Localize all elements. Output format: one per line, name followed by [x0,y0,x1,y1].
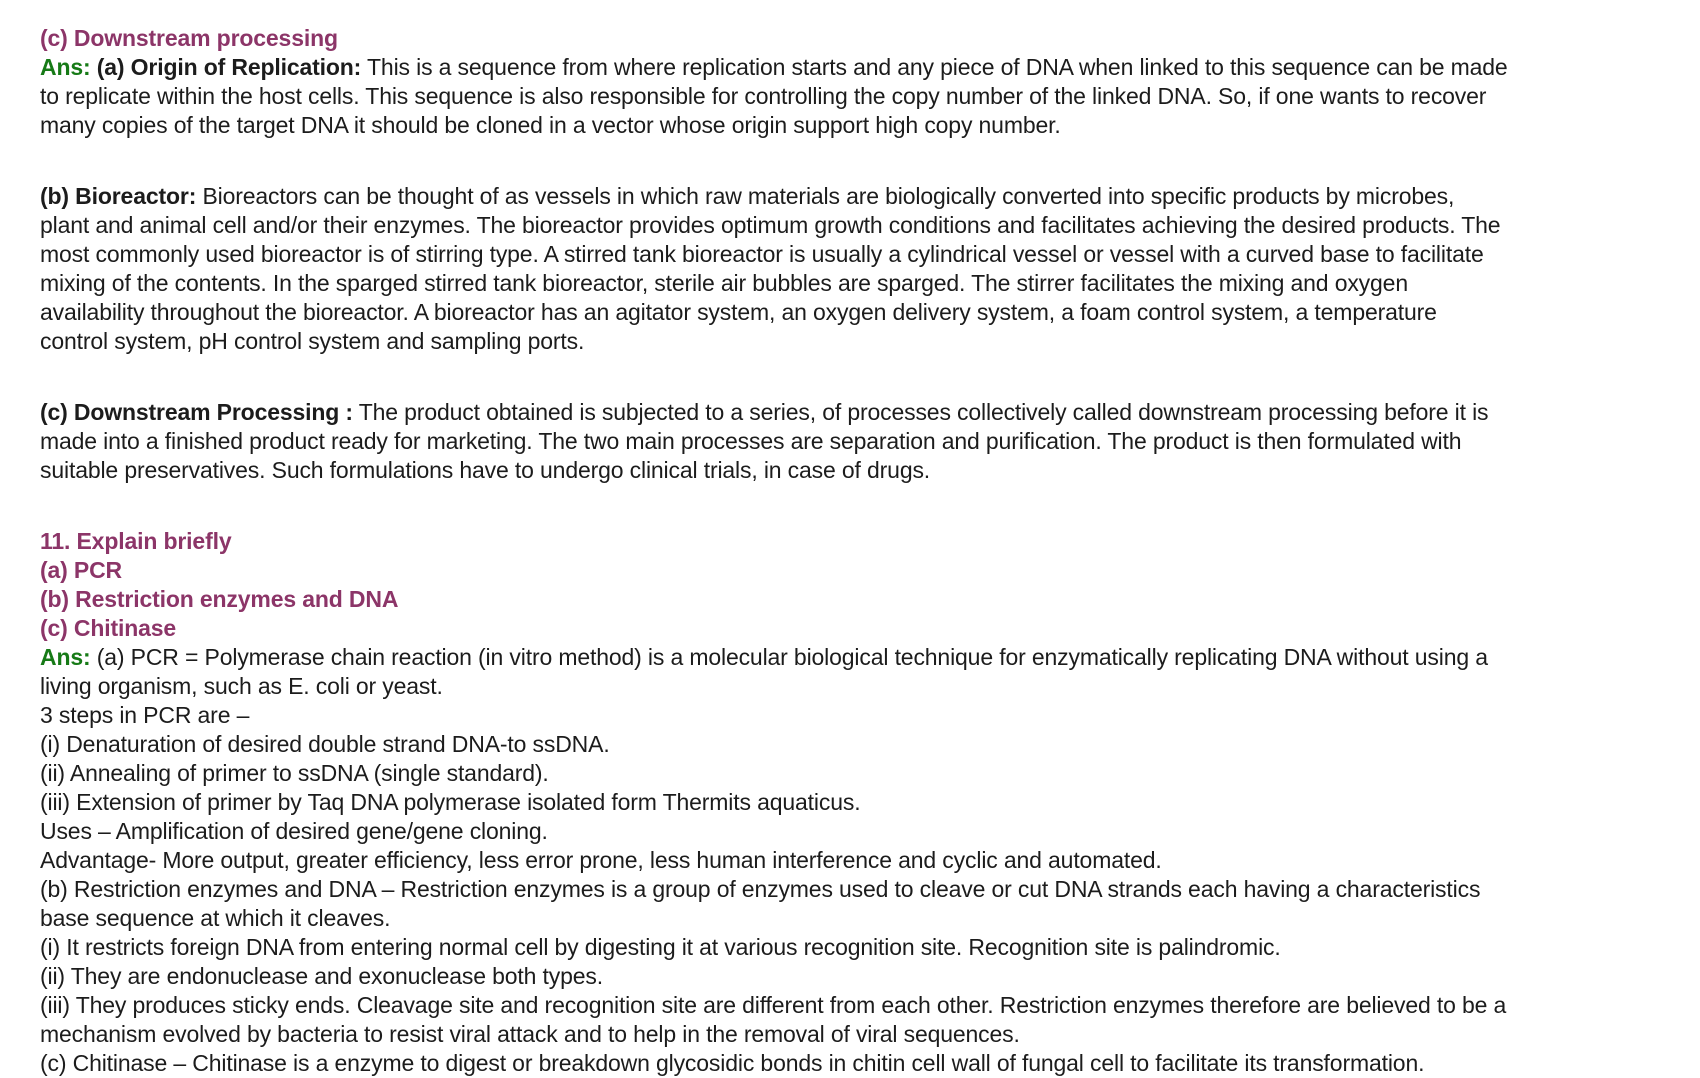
paragraph-line: 3 steps in PCR are – [40,702,250,728]
term-title: (c) Downstream Processing : [40,399,353,425]
answer-line [40,398,1680,427]
paragraph-line: Advantage- More output, greater efficiency, less error prone, less human interference and cyclic and automated. [40,847,1162,873]
answer-line [40,53,1680,82]
paragraph-line: (ii) Annealing of primer to ssDNA (single standard). [40,760,549,786]
paragraph-line: (iii) Extension of primer by Taq DNA polymerase isolated form Thermits aquaticus. [40,789,861,815]
paragraph-line: living organism, such as E. coli or yeast. [40,673,443,699]
answer-downstream-processing [40,398,1680,485]
question-part: (c) Chitinase [40,615,177,641]
question-heading: 11. Explain briefly [40,528,232,554]
paragraph-line: Uses – Amplification of desired gene/gene cloning. [40,818,548,844]
answer-label: Ans: [40,644,91,670]
paragraph-line: (iii) They produces sticky ends. Cleavage site and recognition site are different from each other. Restriction enzymes therefore are believed to be a [40,992,1507,1018]
paragraph-text: Bioreactors can be thought of as vessels in which raw materials are biologically converted into specific products by microbes, [196,183,1455,209]
paragraph-text: (a) PCR = Polymerase chain reaction (in vitro method) is a molecular biological technique for enzymatically replicating DNA without using a [90,644,1488,670]
question-part: (b) Restriction enzymes and DNA [40,586,399,612]
paragraph-line: to replicate within the host cells. This sequence is also responsible for controlling the copy number of the linked DNA. So, if one wants to recover [40,83,1487,109]
paragraph-line: (i) It restricts foreign DNA from entering normal cell by digesting it at various recognition site. Recognition site is palindromic. [40,934,1281,960]
answer-bioreactor [40,182,1680,356]
term-title: (b) Bioreactor: [40,183,197,209]
paragraph-line: (c) Chitinase – Chitinase is a enzyme to digest or breakdown glycosidic bonds in chitin cell wall of fungal cell to facilitate its transformation. [40,1050,1425,1076]
paragraph-line: (i) Denaturation of desired double strand DNA-to ssDNA. [40,731,610,757]
answer-line [40,182,1680,211]
answer-line [40,643,1680,672]
answer-question-11 [40,643,1680,1078]
question-part-heading: (c) Downstream processing [40,25,338,51]
question-part: (a) PCR [40,557,123,583]
paragraph-spacer [40,140,1680,182]
paragraph-line: most commonly used bioreactor is of stirring type. A stirred tank bioreactor is usually a cylindrical vessel or vessel with a curved base to facilitate [40,241,1484,267]
paragraph-line: suitable preservatives. Such formulations have to undergo clinical trials, in case of drugs. [40,457,931,483]
paragraph-spacer [40,356,1680,398]
paragraph-line: plant and animal cell and/or their enzymes. The bioreactor provides optimum growth conditions and facilitates achieving the desired products. The [40,212,1501,238]
paragraph-line: base sequence at which it cleaves. [40,905,391,931]
question-11 [40,527,1680,643]
term-title: (a) Origin of Replication: [96,54,362,80]
paragraph-line: mechanism evolved by bacteria to resist viral attack and to help in the removal of viral sequences. [40,1021,1020,1047]
paragraph-spacer [40,485,1680,527]
paragraph-line: made into a finished product ready for marketing. The two main processes are separation and purification. The product is then formulated with [40,428,1462,454]
paragraph-line: control system, pH control system and sampling ports. [40,328,585,354]
paragraph-line: (ii) They are endonuclease and exonuclease both types. [40,963,604,989]
paragraph-line: mixing of the contents. In the sparged stirred tank bioreactor, sterile air bubbles are sparged. The stirrer facilitates the mixing and oxygen [40,270,1408,296]
paragraph-line: availability throughout the bioreactor. A bioreactor has an agitator system, an oxygen delivery system, a foam control system, a temperature [40,299,1437,325]
paragraph-line: many copies of the target DNA it should be cloned in a vector whose origin support high copy number. [40,112,1061,138]
paragraph-text: This is a sequence from where replication starts and any piece of DNA when linked to this sequence can be made [361,54,1508,80]
paragraph-text: The product obtained is subjected to a series, of processes collectively called downstream processing before it is [352,399,1489,425]
answer-label: Ans: [40,54,91,80]
answer-origin-of-replication [40,53,1680,140]
paragraph-line: (b) Restriction enzymes and DNA – Restriction enzymes is a group of enzymes used to cleave or cut DNA strands each having a characteristics [40,876,1481,902]
